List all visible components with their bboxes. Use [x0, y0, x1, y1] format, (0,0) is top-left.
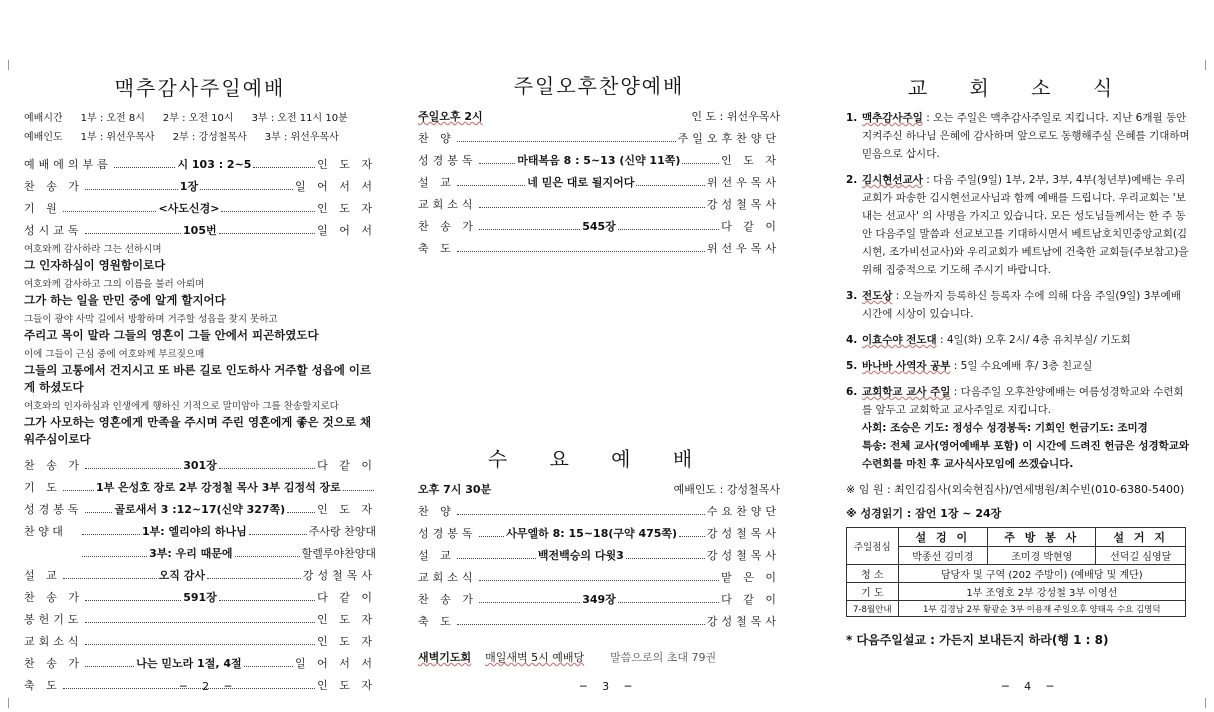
table-cell: 주일점심: [847, 528, 899, 565]
order-row: [80, 542, 376, 564]
table-row: [847, 601, 1186, 617]
notice-body: [862, 109, 1192, 163]
order-label: 성경봉독: [418, 527, 477, 540]
order-person: 일 어 서 서: [295, 657, 377, 670]
order-content: 1장: [179, 180, 199, 193]
order-person: 인 도 자: [317, 635, 376, 648]
response-line: 그 인자하심이 영원함이로다: [24, 258, 166, 272]
dawn-label: 새벽기도회: [418, 651, 472, 664]
order-person: 위선우목사: [706, 242, 780, 255]
service-times: [24, 107, 376, 126]
order-person: 다 같 이: [317, 591, 376, 604]
order-label: 성시교독: [24, 224, 83, 237]
order-content: 마태복음 8 : 5~13 (신약 11쪽): [517, 154, 681, 167]
notice-item: [846, 171, 1192, 279]
crop-mark: [1196, 60, 1206, 70]
order-person: 강성철목사: [706, 527, 780, 540]
table-row: [847, 583, 1186, 601]
table-cell: 1부 조영호 2부 강성철 3부 이영선: [898, 583, 1185, 601]
leader-dots: [287, 506, 315, 513]
service-time: 주일오후 2시: [418, 110, 483, 123]
leader-dots: [85, 227, 182, 234]
table-cell: 설 겅 이: [898, 528, 988, 547]
order-content: 1부: 엘리야의 하나님: [142, 525, 247, 538]
order-label: 찬 송 가: [418, 220, 477, 233]
notice-text: : 오는 주일은 맥추감사주일로 지킵니다. 지난 6개월 동안 지켜주신 하나님 은혜에 감사하며 앞으로도 동행해주실 은혜를 기대하며 믿음으로 삽시다.: [862, 112, 1190, 160]
order-content: 사무엘하 8: 15~18(구약 475쪽): [506, 527, 678, 540]
order-label: 축 도: [418, 242, 455, 255]
leader-line: 여호와의 인자하심과 인생에게 행하신 기적으로 말미암아 그를 찬송할지로다: [24, 401, 339, 412]
time: 3부 : 오전 11시 10분: [251, 113, 348, 124]
page-title: 주일오후찬양예배: [513, 74, 685, 98]
order-row: [418, 193, 780, 215]
notice-extra: 사회: 조승은 기도: 정성수 성경봉독: 기회인 헌금기도: 조미경: [862, 422, 1148, 434]
notice-text: : 4일(화) 오후 2시/ 4층 유치부실/ 기도회: [936, 334, 1131, 346]
leader-dots: [85, 462, 181, 469]
service-leader: 인 도 : 위선우목사: [691, 110, 780, 123]
order-label: 찬 양: [418, 132, 455, 145]
order-content: 349장: [582, 593, 616, 606]
leader-dots: [618, 223, 719, 230]
order-of-worship: [24, 153, 376, 241]
leader-dots: [85, 660, 134, 667]
order-row: [24, 498, 376, 520]
leader-dots: [200, 183, 293, 190]
page-title: 교 회 소 식: [907, 76, 1131, 100]
order-person: 인 도 자: [317, 679, 376, 692]
page-4: [846, 0, 1192, 648]
order-label: 교회소식: [418, 571, 477, 584]
notice-list: [846, 109, 1192, 473]
leader-line: 이에 그들이 근심 중에 여호와께 부르짖으매: [24, 349, 205, 360]
leader-dots: [63, 572, 157, 579]
leader-dots: [235, 550, 300, 557]
service-header: [418, 105, 780, 127]
order-label: 찬 양: [418, 505, 455, 518]
order-row: [24, 564, 376, 586]
order-content: 301장: [183, 459, 217, 472]
choir-list: [80, 520, 376, 564]
response-line: 그들의 고통에서 건지시고 또 바른 길로 인도하사 거주할 성읍에 이르게 하셨도다: [24, 363, 372, 394]
leader-dots: [85, 616, 316, 623]
table-row: [847, 528, 1186, 547]
table-cell: 주 방 봉 사: [988, 528, 1096, 547]
order-of-worship: [418, 127, 780, 259]
order-person: 강성철목사: [302, 569, 377, 582]
order-row: [24, 153, 376, 175]
order-row: [24, 476, 376, 498]
leader-dots: [219, 227, 316, 234]
notice-head: 바나바 사역자 공부: [862, 360, 951, 372]
order-row: [24, 652, 376, 674]
order-person: 인 도 자: [721, 154, 781, 167]
leader-dots: [457, 135, 676, 142]
order-of-worship: [24, 564, 376, 696]
order-person: 다 같 이: [721, 593, 780, 606]
dawn-text: 매일새벽 5시 예배당: [485, 651, 585, 664]
crop-mark: [1196, 698, 1206, 708]
notice-head: 이효수야 전도대: [862, 334, 937, 346]
notice-head: 맥추감사주일: [862, 112, 923, 124]
notice-item: [846, 287, 1192, 323]
order-row: [418, 500, 780, 522]
leader: 2부 : 강성철목사: [172, 132, 247, 143]
order-content: 나는 믿노라 1절, 4절: [136, 657, 242, 670]
order-person: 일 어 서: [317, 224, 377, 237]
obituary-notice: ※ 임 원 : 최인김집사(외숙현집사)/연세병원/최수빈(010-6380-5400): [846, 483, 1185, 496]
order-person: 주일오후찬양단: [677, 132, 780, 145]
order-content: 1부 은성호 장로 2부 강정철 목사 3부 김정석 장로: [95, 481, 341, 494]
order-content: 골로새서 3 :12~17(신약 327쪽): [114, 503, 286, 516]
table-cell: 조미경 박현영: [988, 547, 1096, 565]
notice-item: [846, 383, 1192, 473]
order-row: [418, 215, 780, 237]
order-label: 기 원: [24, 202, 61, 215]
leader-dots: [626, 552, 705, 559]
order-label: 성경봉독: [24, 503, 83, 516]
table-cell: 담당자 및 구역 (202 주방이) (예배당 및 계단): [898, 565, 1185, 583]
order-label: 성경봉독: [418, 154, 477, 167]
order-content: 545장: [582, 220, 616, 233]
order-content: 591장: [183, 591, 217, 604]
response-line: 그가 사모하는 영혼에게 만족을 주시며 주린 영혼에게 좋은 것으로 채워주심이로다: [24, 415, 372, 446]
table-cell: 박종선 김미경: [898, 547, 988, 565]
leader-dots: [618, 596, 719, 603]
leader-dots: [207, 572, 301, 579]
leader: 1부 : 위선우목사: [80, 132, 155, 143]
wednesday-header: [418, 478, 780, 500]
service-leaders: [24, 126, 376, 145]
page-number: ─ 3 ─: [580, 680, 638, 693]
notice-number: 2.: [846, 174, 858, 186]
notice-text: : 5일 수요예배 후/ 3층 친교실: [950, 360, 1093, 372]
order-label: 설 교: [24, 569, 61, 582]
leader-dots: [249, 528, 307, 535]
order-label: 찬 송 가: [24, 591, 83, 604]
leader-dots: [244, 660, 293, 667]
notice-number: 1.: [846, 112, 858, 124]
order-row: [24, 175, 376, 197]
service-leader: 예배인도 : 강성철목사: [673, 483, 780, 496]
order-content: 3부: 우리 때문에: [149, 547, 233, 560]
order-content: 105번: [183, 224, 217, 237]
notice-number: 4.: [846, 334, 858, 346]
leader-dots: [253, 161, 315, 168]
notice-body: [862, 171, 1192, 279]
leader-dots: [479, 574, 720, 581]
notice-item: [846, 331, 1192, 349]
order-label: 찬 송 가: [24, 657, 83, 670]
table-cell: 설 거 지: [1096, 528, 1186, 547]
order-person: 다 같 이: [317, 459, 376, 472]
order-label: 교회소식: [24, 635, 83, 648]
order-row: [418, 544, 780, 566]
leader-dots: [85, 506, 113, 513]
order-of-worship: [24, 454, 376, 520]
bible-reading: ※ 성경읽기 : 잠언 1장 ~ 24장: [846, 507, 1002, 520]
table-row: [847, 565, 1186, 583]
order-row: [80, 520, 376, 542]
leader-dots: [457, 508, 705, 515]
choir-label: 찬 양 대: [24, 525, 63, 538]
leader-dots: [85, 638, 316, 645]
order-content: 네 믿은 대로 될지어다: [527, 176, 635, 189]
order-label: 설 교: [418, 549, 455, 562]
order-row: [24, 197, 376, 219]
leader-dots: [479, 596, 580, 603]
order-row: [418, 171, 780, 193]
choir-block: [24, 520, 376, 564]
order-person: 맡 은 이: [721, 571, 780, 584]
leader-dots: [63, 484, 94, 491]
order-row: [24, 219, 376, 241]
leader-dots: [457, 179, 526, 186]
page-title: 맥추감사주일예배: [114, 76, 286, 100]
responsive-reading: [24, 243, 376, 448]
table-cell: 기 도: [847, 583, 899, 601]
dawn-prayer: [418, 646, 780, 668]
leader-dots: [85, 183, 178, 190]
notice-item: [846, 357, 1192, 375]
notice-text: : 다음주일 오후찬양예배는 여름성경학교와 수련회를 앞두고 교회학교 교사주일로 지킵니다.: [862, 386, 1184, 416]
notice-text: : 오늘까지 등록하신 등록자 수에 의해 다음 주일(9일) 3부예배 시간에 시상이 있습니다.: [862, 290, 1181, 320]
leader-dots: [479, 157, 516, 164]
leader-dots: [63, 205, 157, 212]
notice-item: [846, 109, 1192, 163]
order-label: 축 도: [24, 679, 61, 692]
order-row: [418, 610, 780, 632]
table-row: [847, 547, 1186, 565]
order-person: 주사랑 찬양대: [308, 525, 376, 538]
leader-dots: [636, 179, 705, 186]
notice-number: 5.: [846, 360, 858, 372]
leader-dots: [219, 462, 315, 469]
label: 예배시간: [24, 113, 63, 124]
leader-dots: [82, 528, 140, 535]
leader-dots: [457, 618, 705, 625]
page-3: [418, 0, 780, 668]
leader-dots: [479, 223, 580, 230]
table-cell: 선덕길 심영달: [1096, 547, 1186, 565]
order-person: 인 도 자: [317, 613, 376, 626]
order-label: 찬 송 가: [24, 180, 83, 193]
leader-dots: [82, 550, 147, 557]
order-person: 인 도 자: [317, 503, 377, 516]
order-row: [418, 566, 780, 588]
label: 예배인도: [24, 132, 63, 143]
crop-mark: [8, 60, 18, 70]
order-person: 강성철목사: [706, 615, 780, 628]
order-label: 기 도: [24, 481, 61, 494]
order-person: 수요찬양단: [706, 505, 780, 518]
order-label: 축 도: [418, 615, 455, 628]
leader-dots: [114, 161, 176, 168]
order-row: [24, 630, 376, 652]
leader-dots: [457, 552, 536, 559]
order-row: [418, 522, 780, 544]
leader-dots: [221, 205, 315, 212]
order-person: 위선우목사: [706, 176, 781, 189]
crop-mark: [8, 698, 18, 708]
page-number: ─ 4 ─: [1002, 680, 1060, 693]
order-label: 봉헌기도: [24, 613, 83, 626]
leader-line: 여호와께 감사하고 그의 이름을 불러 아뢰며: [24, 279, 205, 290]
notice-body: [862, 287, 1192, 323]
time: 2부 : 오전 10시: [162, 113, 234, 124]
time: 1부 : 오전 8시: [80, 113, 145, 124]
order-person: 일 어 서 서: [295, 180, 376, 193]
order-row: [418, 588, 780, 610]
notice-number: 6.: [846, 386, 858, 398]
order-row: [418, 149, 780, 171]
notice-text: : 다음 주일(9일) 1부, 2부, 3부, 4부(청년부)예배는 우리교회가 파송한 김시현선교사님과 함께 예배를 드립니다. 우리교회는 '보내는 선교사' 의 사명을 가지고 있습니다. 모든 성도님들께서는 한 주 동안 다음주일 말씀과 선교보고를 기대하시면서 베트남호치민중앙교회(김시현, 조가비선교사)와 우리교회가 베트남에 건축한 교회들(주보참고)을 위해 집중적으로 기도해 주시기 바랍니다.: [862, 174, 1189, 276]
leader-dots: [219, 594, 315, 601]
order-row: [24, 608, 376, 630]
order-person: 강성철목사: [706, 549, 781, 562]
order-person: 강성철목사: [706, 198, 780, 211]
order-label: 찬 송 가: [24, 459, 83, 472]
notice-number: 3.: [846, 290, 858, 302]
order-person: 인 도 자: [317, 202, 376, 215]
leader-dots: [457, 245, 705, 252]
wednesday-title: 수 요 예 배: [487, 447, 711, 471]
order-row: [418, 237, 780, 259]
leader-dots: [679, 530, 705, 537]
page-number: ─ 2 ─: [180, 680, 238, 693]
leader: 3부 : 위선우목사: [264, 132, 339, 143]
order-person: 인 도 자: [317, 158, 377, 171]
order-person: 다 같 이: [721, 220, 780, 233]
order-content: 시 103 : 2~5: [177, 158, 252, 171]
order-row: [24, 454, 376, 476]
notice-head: 전도상: [862, 290, 893, 302]
leader-dots: [682, 157, 719, 164]
dawn-extra: 말씀으로의 초대 79권: [610, 651, 717, 664]
notice-body: [862, 383, 1192, 473]
leader-dots: [343, 484, 374, 491]
order-label: 교회소식: [418, 198, 477, 211]
service-time: 오후 7시 30분: [418, 483, 492, 496]
order-label: 예배에의부름: [24, 158, 112, 171]
table-cell: 1부 김경남 2부 황광순 3부 이용재 주일오후 양태옥 수요 김명덕: [898, 601, 1185, 617]
leader-dots: [85, 594, 181, 601]
table-cell: 청 소: [847, 565, 899, 583]
order-content: 백전백승의 다윗3: [537, 549, 624, 562]
leader-dots: [479, 530, 505, 537]
notice-body: [862, 331, 1192, 349]
response-line: 주리고 목이 말라 그들의 영혼이 그들 안에서 피곤하였도다: [24, 328, 319, 342]
leader-line: 여호와께 감사하라 그는 선하시며: [24, 244, 162, 255]
leader-line: 그들이 광야 사막 길에서 방황하며 거주할 성읍을 찾지 못하고: [24, 314, 278, 325]
order-label: 찬 송 가: [418, 593, 477, 606]
order-label: 설 교: [418, 176, 455, 189]
order-of-worship: [418, 500, 780, 632]
response-line: 그가 하는 일을 만민 중에 알게 할지어다: [24, 293, 226, 307]
order-person: 할렐루야찬양대: [301, 547, 377, 560]
notice-body: [862, 357, 1192, 375]
notice-extra: 특송: 전체 교사(영어예배부 포함) 이 시간에 드려진 헌금은 성경학교와 수련회를 마친 후 교사식사모임에 쓰겠습니다.: [862, 440, 1190, 470]
notice-head: 김시현선교사: [862, 174, 923, 186]
page-2: [24, 0, 376, 696]
table-cell: 7-8월안내: [847, 601, 899, 617]
next-sermon: * 다음주일설교 : 가든지 보내든지 하라(행 1 : 8): [846, 633, 1109, 647]
order-content: 오직 감사: [158, 569, 205, 582]
order-row: [24, 586, 376, 608]
service-table: [846, 527, 1186, 617]
order-row: [418, 127, 780, 149]
order-content: <사도신경>: [158, 202, 220, 215]
notice-head: 교회학교 교사 주일: [862, 386, 951, 398]
leader-dots: [479, 201, 705, 208]
